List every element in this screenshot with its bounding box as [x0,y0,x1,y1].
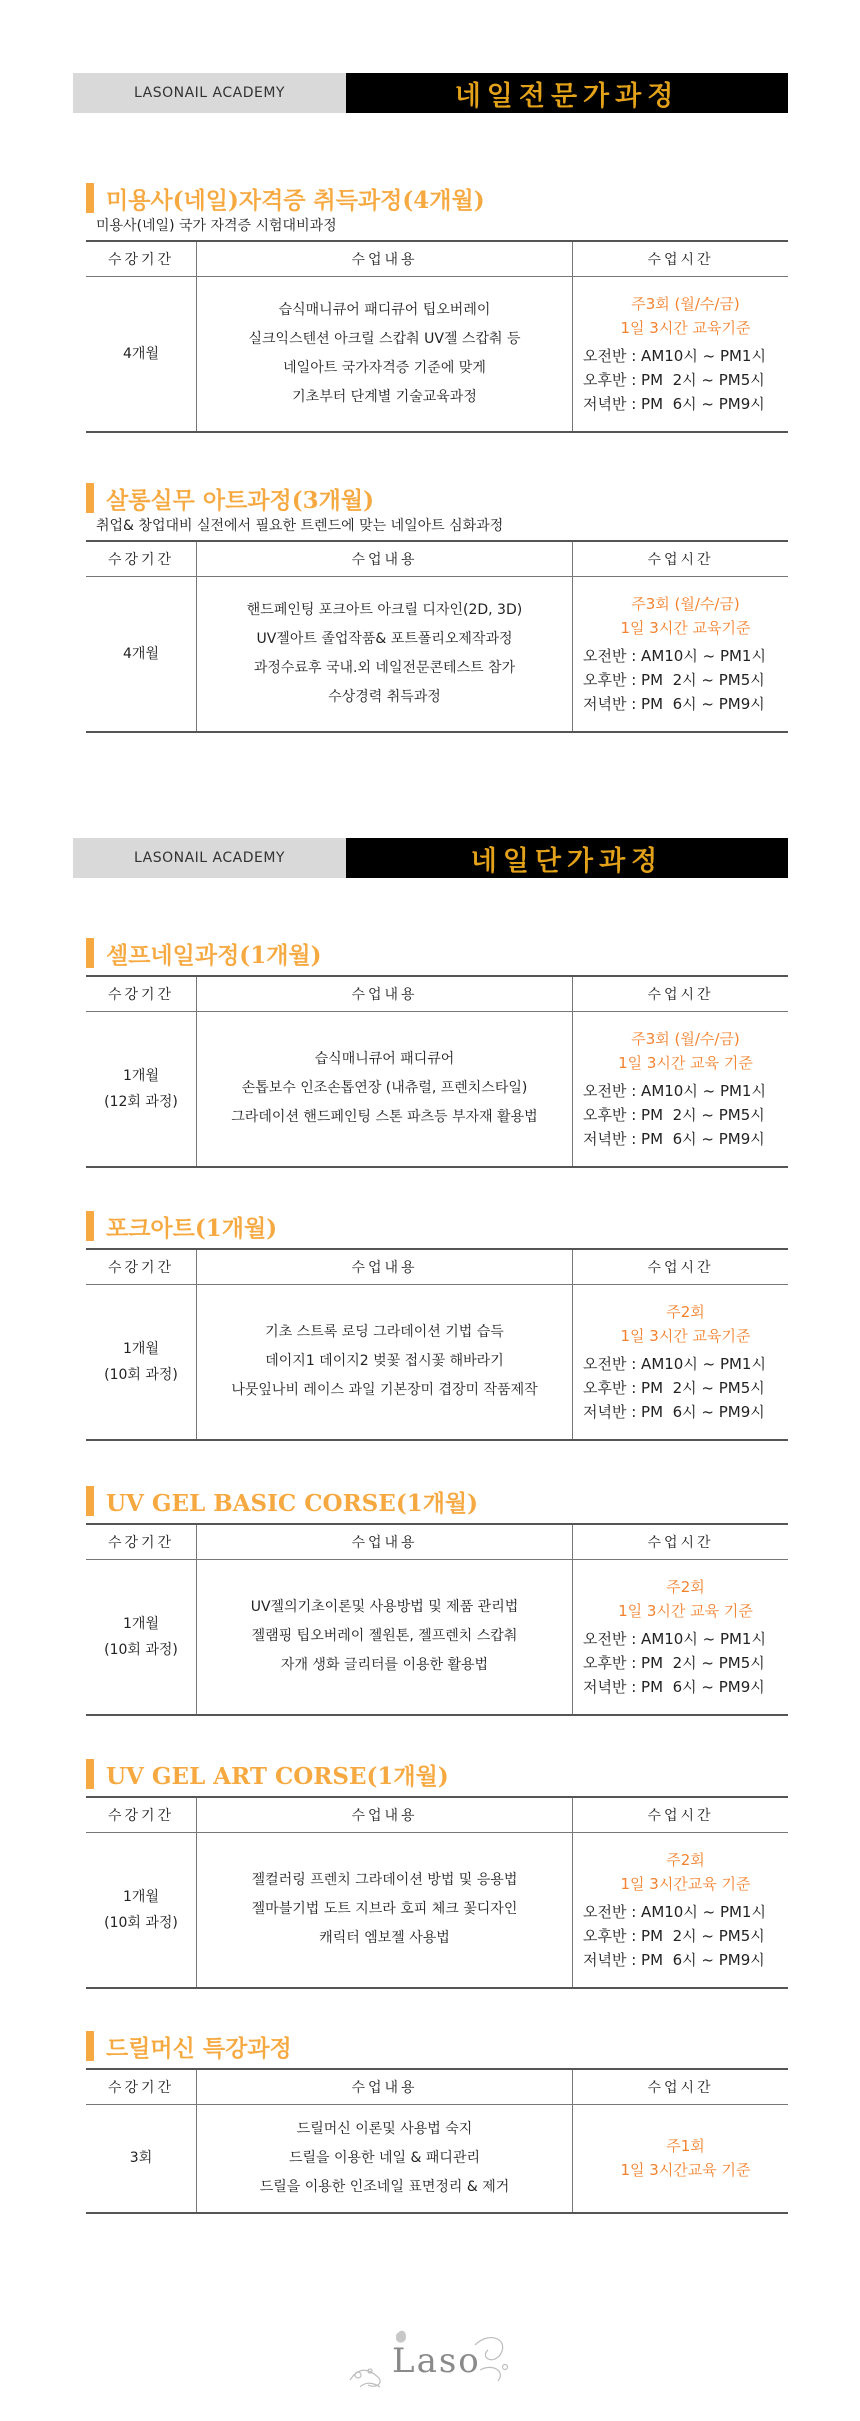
period-cell [86,1285,197,1440]
time-cell [573,277,789,432]
header-time: 수업시간 [573,2069,789,2105]
frequency-text: 주3회 (월/수/금) [631,1029,740,1048]
content-cell [197,1833,573,1988]
course-block [86,937,788,1168]
course-block [86,482,788,733]
header-content: 수업내용 [197,541,573,577]
period-text: 1개월 [123,1888,159,1905]
content-line: 실크익스텐션 아크릴 스캅춰 UV젤 스캅춰 등 [248,330,521,347]
content-line: 자개 생화 글리터를 이용한 활용법 [280,1657,489,1674]
hours-text: 1일 3시간 교육 기준 [618,1053,753,1072]
course-title [86,2030,788,2062]
header-content: 수업내용 [197,2069,573,2105]
content-line: 습식매니큐어 패디큐어 팁오버레이 [278,301,491,318]
title-marker [86,1211,94,1241]
course-name: 살롱실무 아트과정(3개월) [106,486,374,514]
course-title [86,482,788,514]
schedule-evening: 저녁반 : PM 6시 ~ PM9시 [583,1129,765,1148]
academy-label: LASONAIL ACADEMY [73,73,346,113]
course-name: UV GEL BASIC CORSE(1개월) [106,1489,479,1517]
frequency-text: 주2회 [666,1577,705,1596]
course-title [86,182,788,214]
section-banner-2 [73,838,788,878]
header-content: 수업내용 [197,1249,573,1285]
course-table [86,1523,788,1716]
period-sessions: (12회 과정) [104,1093,178,1110]
header-content: 수업내용 [197,1524,573,1560]
title-marker [86,183,94,213]
course-name: UV GEL ART CORSE(1개월) [106,1762,449,1790]
content-line: 젤컬러링 프렌치 그라데이션 방법 및 응용법 [251,1872,518,1889]
period-sessions: (10회 과정) [104,1914,178,1931]
section-title: 네일전문가과정 [346,73,788,113]
header-period: 수강기간 [86,541,197,577]
time-cell [573,577,789,732]
content-line: UV젤아트 졸업작품& 포트폴리오제작과정 [256,630,513,647]
hours-text: 1일 3시간교육 기준 [620,2161,751,2180]
period-text: 3회 [129,2150,153,2167]
content-cell [197,1285,573,1440]
section-title: 네일단가과정 [346,838,788,878]
title-marker [86,938,94,968]
course-block [86,1485,788,1716]
header-time: 수업시간 [573,1524,789,1560]
hours-text: 1일 3시간 교육기준 [620,618,751,637]
title-marker [86,1759,94,1789]
content-line: 캐릭터 엠보젤 사용법 [319,1930,450,1947]
hours-text: 1일 3시간교육 기준 [620,1874,751,1893]
course-table [86,2068,788,2214]
course-name: 셀프네일과정(1개월) [106,941,322,969]
schedule-morning: 오전반 : AM10시 ~ PM1시 [583,1081,766,1100]
header-period: 수강기간 [86,241,197,277]
schedule-afternoon: 오후반 : PM 2시 ~ PM5시 [583,1105,765,1124]
content-line: 습식매니큐어 패디큐어 [314,1051,455,1068]
course-name: 포크아트(1개월) [106,1214,278,1242]
frequency-text: 주2회 [666,1302,705,1321]
title-marker [86,1486,94,1516]
logo-text: Laso [392,2341,481,2381]
content-line: 드릴을 이용한 네일 & 패디관리 [288,2149,480,2166]
course-block [86,2030,788,2214]
course-block [86,1210,788,1441]
period-text: 1개월 [123,1067,159,1084]
hours-text: 1일 3시간 교육기준 [620,318,751,337]
period-text: 4개월 [123,345,159,362]
content-line: 수상경력 취득과정 [328,688,441,705]
content-line: 드릴머신 이론및 사용법 숙지 [296,2120,473,2137]
content-line: UV젤의기초이론및 사용방법 및 제품 관리법 [250,1599,519,1616]
academy-label: LASONAIL ACADEMY [73,838,346,878]
content-line: 드릴을 이용한 인조네일 표면정리 & 제거 [259,2178,510,2195]
content-line: 기초 스트록 로딩 그라데이션 기법 습득 [265,1324,504,1341]
course-table [86,1248,788,1441]
content-line: 과정수료후 국내.외 네일전문콘테스트 참가 [253,659,516,676]
course-title [86,1758,788,1790]
schedule-evening: 저녁반 : PM 6시 ~ PM9시 [583,1402,765,1421]
schedule-afternoon: 오후반 : PM 2시 ~ PM5시 [583,1926,765,1945]
schedule-morning: 오전반 : AM10시 ~ PM1시 [583,1629,766,1648]
hours-text: 1일 3시간 교육 기준 [618,1601,753,1620]
period-sessions: (10회 과정) [104,1366,178,1383]
period-cell [86,2105,197,2213]
course-table [86,1796,788,1989]
course-name: 드릴머신 특강과정 [106,2034,292,2062]
content-line: 젤마블기법 도트 지브라 호피 체크 꽃디자인 [251,1901,518,1918]
hours-text: 1일 3시간 교육기준 [620,1326,751,1345]
time-cell [573,1285,789,1440]
frequency-text: 주2회 [666,1850,705,1869]
schedule-afternoon: 오후반 : PM 2시 ~ PM5시 [583,1378,765,1397]
title-marker [86,2031,94,2061]
laso-logo [340,2325,520,2395]
content-cell [197,1560,573,1715]
header-time: 수업시간 [573,241,789,277]
schedule-morning: 오전반 : AM10시 ~ PM1시 [583,1354,766,1373]
schedule-afternoon: 오후반 : PM 2시 ~ PM5시 [583,370,765,389]
schedule-evening: 저녁반 : PM 6시 ~ PM9시 [583,394,765,413]
course-table [86,240,788,433]
period-text: 1개월 [123,1340,159,1357]
period-text: 4개월 [123,645,159,662]
schedule-afternoon: 오후반 : PM 2시 ~ PM5시 [583,1653,765,1672]
course-table [86,540,788,733]
content-line: 기초부터 단계별 기술교육과정 [292,388,477,405]
course-title [86,1210,788,1242]
course-subtitle: 취업& 창업대비 실전에서 필요한 트렌드에 맞는 네일아트 심화과정 [96,518,504,534]
time-cell [573,2105,789,2213]
content-line: 핸드페인팅 포크아트 아크릴 디자인(2D, 3D) [246,601,523,618]
schedule-evening: 저녁반 : PM 6시 ~ PM9시 [583,1950,765,1969]
course-block [86,182,788,433]
header-period: 수강기간 [86,1797,197,1833]
header-content: 수업내용 [197,976,573,1012]
header-time: 수업시간 [573,1797,789,1833]
period-cell [86,277,197,432]
frequency-text: 주1회 [666,2137,705,2156]
course-subtitle: 미용사(네일) 국가 자격증 시험대비과정 [96,218,337,234]
content-line: 손톱보수 인조손톱연장 (내츄럴, 프렌치스타일) [241,1080,528,1097]
header-time: 수업시간 [573,976,789,1012]
header-content: 수업내용 [197,1797,573,1833]
header-period: 수강기간 [86,1524,197,1560]
content-line: 그라데이션 핸드페인팅 스톤 파츠등 부자재 활용법 [231,1109,538,1126]
time-cell [573,1833,789,1988]
period-sessions: (10회 과정) [104,1641,178,1658]
period-cell [86,1012,197,1167]
content-cell [197,577,573,732]
course-block [86,1758,788,1989]
time-cell [573,1012,789,1167]
section-banner-1 [73,73,788,113]
schedule-evening: 저녁반 : PM 6시 ~ PM9시 [583,694,765,713]
period-cell [86,1833,197,1988]
header-time: 수업시간 [573,541,789,577]
time-cell [573,1560,789,1715]
content-cell [197,2105,573,2213]
frequency-text: 주3회 (월/수/금) [631,294,740,313]
schedule-morning: 오전반 : AM10시 ~ PM1시 [583,1902,766,1921]
frequency-text: 주3회 (월/수/금) [631,594,740,613]
content-line: 데이지1 데이지2 벚꽃 접시꽃 해바라기 [265,1353,504,1370]
content-line: 네일아트 국가자격증 기준에 맞게 [283,359,486,376]
content-line: 나뭇잎나비 레이스 과일 기본장미 겹장미 작품제작 [231,1382,538,1399]
course-table [86,975,788,1168]
content-cell [197,277,573,432]
period-text: 1개월 [123,1615,159,1632]
course-name: 미용사(네일)자격증 취득과정(4개월) [106,186,485,214]
content-cell [197,1012,573,1167]
header-period: 수강기간 [86,1249,197,1285]
schedule-evening: 저녁반 : PM 6시 ~ PM9시 [583,1677,765,1696]
course-title [86,937,788,969]
title-marker [86,483,94,513]
schedule-morning: 오전반 : AM10시 ~ PM1시 [583,346,766,365]
content-line: 젤램핑 팁오버레이 젤원톤, 젤프렌치 스캅춰 [251,1628,518,1645]
schedule-morning: 오전반 : AM10시 ~ PM1시 [583,646,766,665]
schedule-afternoon: 오후반 : PM 2시 ~ PM5시 [583,670,765,689]
header-period: 수강기간 [86,2069,197,2105]
header-content: 수업내용 [197,241,573,277]
period-cell [86,1560,197,1715]
period-cell [86,577,197,732]
header-time: 수업시간 [573,1249,789,1285]
header-period: 수강기간 [86,976,197,1012]
course-title [86,1485,788,1517]
